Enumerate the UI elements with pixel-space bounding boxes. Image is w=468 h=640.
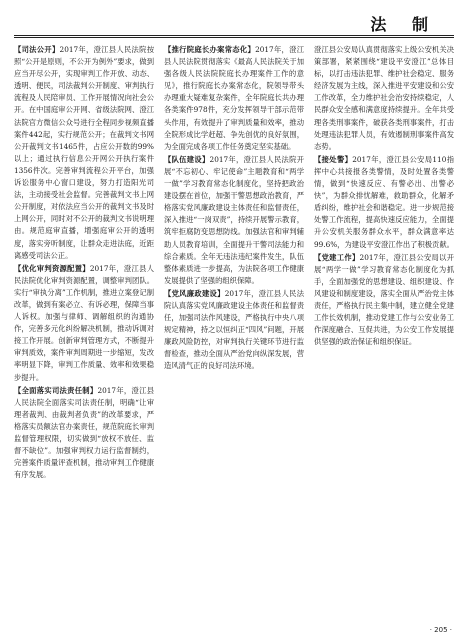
section-text: 2017年，澄江县人民法院优化审判资源配置，调整审判团队。实行“审执分离”工作机制，推进立案登记制改革，做到有案必立、有诉必理，保障当事人诉权。加强与律师、调解组织的沟通协作，完善多元化纠纷解决机制，推动诉调对接工作开展。创新审判管理方式，不断提升审判质效，案件审判周期进一步缩短，发改率明显下降，审判工作质量、效率和效果稳步提升。: [14, 263, 154, 382]
article-columns: [14, 44, 454, 620]
section-heading: 【司法公开】: [14, 45, 60, 54]
section-heading: 【队伍建设】: [164, 154, 210, 164]
header-rule: [14, 37, 454, 38]
section-heading: 【优化审判资源配置】: [14, 263, 90, 273]
article-section: [164, 288, 304, 373]
article-section: [164, 154, 304, 287]
section-text: 2017年，澄江县公安局110指挥中心共接报各类警情，及时处置各类警情，做到“快速反应、有警必出、出警必快”，为群众排忧解难，救助群众，化解矛盾纠纷，维护社会和谐稳定。进一步规范接处警工作流程，提高快速反应能力，全面提升公安机关服务群众水平，群众满意率达99.6%，为建设平安澄江作出了积极贡献。: [314, 154, 454, 249]
section-text: 2017年，澄江县人民法院贯彻落实《最高人民法院关于加强各级人民法院院庭长办理案件工作的意见》，推行院庭长办案常态化，院领导带头办理重大疑难复杂案件，全年院庭长共办理各类案件978件，充分发挥领导干部示范带头作用，有效提升了审判质量和效率，推动全院形成比学赶超、争先创优的良好氛围，为全面完成各项工作任务奠定坚实基础。: [164, 45, 304, 151]
header-rule: [14, 35, 454, 36]
article-section: [14, 263, 154, 384]
article-section: [14, 385, 154, 482]
section-title: 法 制: [370, 15, 438, 34]
section-heading: 【党风廉政建设】: [164, 288, 225, 298]
article-section: [314, 44, 454, 153]
article-section: [314, 154, 454, 251]
section-text: 2017年，澄江县人民法院认真落实党风廉政建设主体责任和监督责任，加强司法作风建设，严格执行中央八项规定精神，持之以恒纠正“四风”问题，开展廉政风险防控，对审判执行关键环节进行监督检查，推动全面从严治党向纵深发展，营造风清气正的良好司法环境。: [164, 288, 304, 371]
section-text: 2017年，澄江县公安局以开展“两学一做”学习教育常态化制度化为抓手，全面加强党的思想建设、组织建设、作风建设和制度建设，落实全面从严治党主体责任，严格执行民主集中制，建立健全党建工作长效机制，推动党建工作与公安业务工作深度融合、互促共进，为公安工作发展提供坚强的政治保证和组织保证。: [314, 252, 454, 347]
page-header: [0, 0, 468, 40]
section-text: 2017年，澄江县人民法院按照“公开是原则，不公开为例外”要求，做到应当开尽公开，实现审判工作开放、动态、透明、便民，司法裁判公开制度、审判执行流程及人民陪审员、工作开展情况向社会公开。在中国庭审公开网、省级法院网、澄江法院官方微信公众号进行全程同步视频直播案件442起，实行规范公开；在裁判文书网公开裁判文书1465件，占应公开数的99%以上；通过执行信息公开网公开执行案件1356件次。完善审判流程公开平台，加强诉讼服务中心窗口建设，努力打造阳光司法，主动接受社会监督。完善裁判文书上网公开制度，对依法应当公开的裁判文书及时上网公开，同时对不公开的裁判文书说明理由。规范庭审直播，增强庭审公开的透明度，落实旁听制度，让群众走进法庭，近距离感受司法公正。: [14, 45, 154, 260]
article-section: [314, 252, 454, 349]
section-text: 澄江县公安局认真贯彻落实上级公安机关决策部署，紧紧围绕“建设平安澄江”总体目标，以打击违法犯罪、维护社会稳定、服务经济发展为主线，深入推进平安建设和公安工作改革，全力维护社会治安持续稳定，人民群众安全感和满意度持续提升。全年共受理各类刑事案件，破获各类刑事案件，打击处理违法犯罪人员，有效遏制刑事案件高发态势。: [314, 45, 454, 151]
section-text: 2017年，澄江县人民法院开展“不忘初心、牢记使命”主题教育和“两学一做”学习教育常态化制度化，坚持把政治建设摆在首位，加强干警思想政治教育，严格落实党风廉政建设主体责任和监督责任，深入推进“一岗双责”，持续开展警示教育，筑牢拒腐防变思想防线。加强法官和审判辅助人员教育培训，全面提升干警司法能力和综合素质。全年无违法违纪案件发生，队伍整体素质进一步提高，为法院各项工作健康发展提供了坚强的组织保障。: [164, 154, 304, 285]
column-3: [314, 44, 454, 620]
section-heading: 【党建工作】: [314, 252, 360, 262]
section-heading: 【接处警】: [314, 154, 353, 164]
article-section: [164, 44, 304, 153]
section-heading: 【推行院庭长办案常态化】: [164, 45, 256, 54]
section-text: 2017年，澄江县人民法院全面落实司法责任制，明确“让审理者裁判、由裁判者负责”的改革要求，严格落实员额法官办案责任，规范院庭长审判监督管理权限，切实做到“放权不放任、监督不缺位”。加强审判权力运行监督制约，完善案件质量评查机制，推动审判工作健康有序发展。: [14, 385, 154, 480]
article-section: [14, 44, 154, 262]
section-heading: 【全面落实司法责任制】: [14, 385, 98, 395]
column-2: [164, 44, 304, 620]
column-1: [14, 44, 154, 620]
page-number: · 205 ·: [429, 626, 452, 634]
